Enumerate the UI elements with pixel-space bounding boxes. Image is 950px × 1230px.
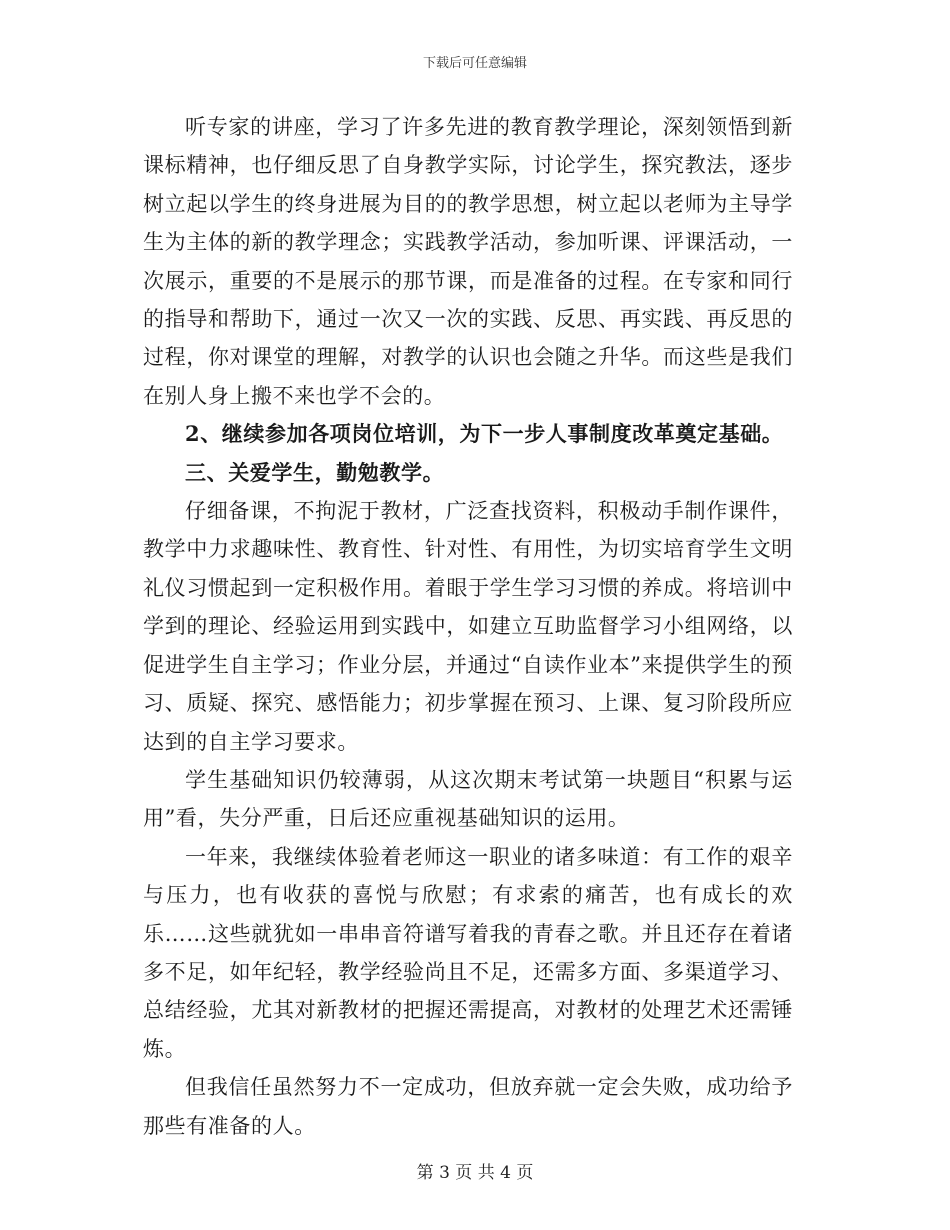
paragraph-closing: 但我信任虽然努力不一定成功，但放弃就一定会失败，成功给予那些有准备的人。 — [143, 1075, 793, 1138]
paragraph-lesson-preparation: 仔细备课，不拘泥于教材，广泛查找资料，积极动手制作课件，教学中力求趣味性、教育性、针对性、有用性，为切实培育学生文明礼仪习惯起到一定积极作用。着眼于学生学习习惯的养成。将培训中学到的理论、经验运用到实践中，如建立互助监督学习小组网络，以促进学生自主学习；作业分层，并通过“自读作业本”来提供学生的预习、质疑、探究、感悟能力；初步掌握在预习、上课、复习阶段所应达到的自主学习要求。 — [143, 499, 793, 754]
page-number-footer: 第 3 页 共 4 页 — [416, 1163, 534, 1183]
heading-job-training: 2、继续参加各项岗位培训，为下一步人事制度改革奠定基础。 — [185, 421, 784, 447]
paragraph-expert-lectures: 听专家的讲座，学习了许多先进的教育教学理论，深刻领悟到新课标精神，也仔细反思了自身教学实际，讨论学生，探究教法，逐步树立起以学生的终身进展为目的的教学思想，树立起以老师为主导学生为主体的新的教学理念；实践教学活动，参加听课、评课活动，一次展示，重要的不是展示的那节课，而是准备的过程。在专家和同行的指导和帮助下，通过一次又一次的实践、反思、再实践、再反思的过程，你对课堂的理解，对教学的认识也会随之升华。而这些是我们在别人身上搬不来也学不会的。 — [143, 115, 793, 408]
paragraph-year-reflection: 一年来，我继续体验着老师这一职业的诸多味道：有工作的艰辛与压力，也有收获的喜悦与欣慰；有求索的痛苦，也有成长的欢乐……这些就犹如一串串音符谱写着我的青春之歌。并且还存在着诸多不足，如年纪轻，教学经验尚且不足，还需多方面、多渠道学习、总结经验，尤其对新教材的把握还需提高，对教材的处理艺术还需锤炼。 — [143, 844, 793, 1061]
page-header-note: 下载后可任意编辑 — [422, 56, 527, 71]
paragraph-basic-knowledge: 学生基础知识仍较薄弱，从这次期末考试第一块题目“积累与运用”看，失分严重，日后还应重视基础知识的运用。 — [143, 767, 793, 831]
heading-care-for-students: 三、关爱学生，勤勉教学。 — [185, 459, 445, 485]
document-body — [143, 108, 793, 1145]
